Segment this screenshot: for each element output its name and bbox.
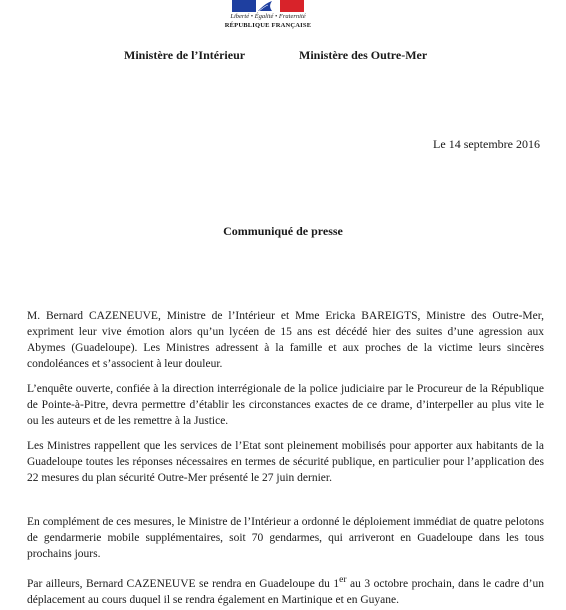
ministry-overseas: Ministère des Outre-Mer: [299, 48, 428, 62]
paragraph-5-start: Par ailleurs, Bernard CAZENEUVE se rendra en Guadeloupe du 1: [27, 577, 340, 590]
ministry-interior: Ministère de l’Intérieur: [124, 48, 246, 62]
document-date: Le 14 septembre 2016: [433, 137, 540, 151]
paragraph-3: Les Ministres rappellent que les services de l’Etat sont pleinement mobilisés pour apporter aux habitants de la Guadeloupe toutes les réponses nécessaires en termes de sécurité publique, en particulier pour l’application des 22 mesures du plan sécurité Outre-Mer présenté le 27 juin dernier.: [27, 440, 544, 484]
marianne-logo: [222, 0, 314, 34]
paragraph-2: L’enquête ouverte, confiée à la direction interrégionale de la police judiciaire par le Procureur de la République de Pointe-à-Pitre, devra permettre d’établir les circonstances exactes de ce drame, d’interpeller au plus vite le ou les auteurs et de les remettre à la Justice.: [27, 383, 544, 427]
ordinal-suffix: er: [339, 574, 347, 585]
republic-name: RÉPUBLIQUE FRANÇAISE: [224, 22, 312, 29]
paragraph-5-end: au 3 octobre prochain, dans le cadre d’un déplacement au cours duquel il se rendra également en Martinique et en Guyane.: [27, 577, 544, 606]
paragraph-1: M. Bernard CAZENEUVE, Ministre de l’Intérieur et Mme Ericka BAREIGTS, Ministre des Outre-Mer, expriment leur vive émotion alors qu’un lycéen de 15 ans est décédé hier des suites d’une agression aux Abymes (Guadeloupe). Les Ministres adressent à la famille et aux proches de la victime leurs sincères condoléances et s’associent à leur douleur.: [27, 310, 544, 370]
republic-motto: Liberté • Égalité • Fraternité: [230, 13, 306, 20]
paragraph-4: En complément de ces mesures, le Ministre de l’Intérieur a ordonné le déploiement immédiat de quatre pelotons de gendarmerie mobile supplémentaires, soit 70 gendarmes, qui arriveront en Guadeloupe dans les tous prochains jours.: [27, 516, 544, 560]
document-title: Communiqué de presse: [223, 224, 343, 238]
tricolor-marianne-emblem: [232, 0, 304, 12]
paragraph-5: [27, 572, 544, 608]
